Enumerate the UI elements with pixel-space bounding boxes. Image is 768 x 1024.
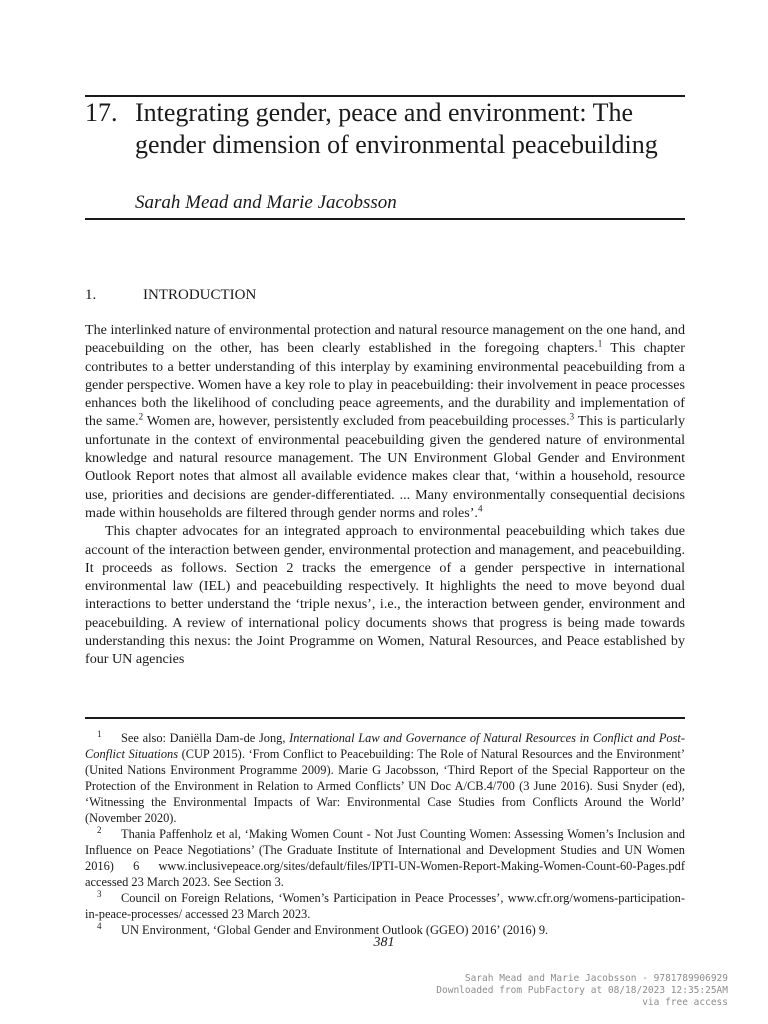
watermark-line-1: Sarah Mead and Marie Jacobsson - 9781789906929 (464, 973, 728, 984)
footnote: 1 See also: Daniëlla Dam-de Jong, International Law and Governance of Natural Resources in Conflict and Post-Conflict Situations (CUP 2015). ‘From Conflict to Peacebuilding: The Role of Natural Resources and the Environment’ (United Nations Environment Programme 2009). Marie G Jacobsson, ‘Third Report of the Special Rapporteur on the Protection of the Environment in Relation to Armed Conflicts’ UN Doc A/CB.4/700 (3 June 2016). Susi Snyder (ed), ‘Witnessing the Environmental Impacts of War: Environmental Case Studies from Conflicts Around the World’ (November 2020). (85, 728, 685, 825)
paragraph-1 (85, 321, 685, 522)
section-title: INTRODUCTION (143, 287, 257, 303)
watermark-line-3: via free access (642, 997, 728, 1008)
body-text-run: This chapter contributes to a better understanding of this interplay by examining environmental peacebuilding from a gender perspective. Women have a key role to play in peacebuilding: their involvement in peace processes enhances both the likelihood of concluding peace agreements, and the durability and implementation of the same. (85, 340, 685, 430)
chapter-bottom-rule (85, 218, 685, 220)
footnote-text: Council on Foreign Relations, ‘Women’s Participation in Peace Processes’, www.cfr.org/womens-participation-in-peace-processes/ accessed 23 March 2023. (85, 891, 685, 921)
paragraph-2: This chapter advocates for an integrated approach to environmental peacebuilding which takes due account of the interaction between gender, environmental protection and management, and peacebuilding. It proceeds as follows. Section 2 tracks the emergence of a gender perspective in international environmental law (IEL) and peacebuilding respectively. It highlights the need to move beyond dual interactions to better understand the ‘triple nexus’, i.e., the interaction between gender, environment and peacebuilding. A review of international policy documents shows that progress is being made towards understanding this nexus: the Joint Programme on Women, Natural Resources, and Peace established by four UN agencies (85, 523, 685, 668)
footnote: 3 Council on Foreign Relations, ‘Women’s Participation in Peace Processes’, www.cfr.org/womens-participation-in-peace-processes/ accessed 23 March 2023. (85, 888, 685, 921)
footnote-reference: 2 (138, 411, 144, 422)
chapter-number: 17. (85, 98, 118, 127)
footnote-reference: 3 (569, 411, 575, 422)
footnote-text: See also: Daniëlla Dam-de Jong, (121, 731, 290, 745)
footnote-italic-title: International Law and Governance of Natural Resources in Conflict and Post-Conflict Situations (85, 731, 685, 761)
footnote-text: (CUP 2015). ‘From Conflict to Peacebuilding: The Role of Natural Resources and the Environment’ (United Nations Environment Programme 2009). Marie G Jacobsson, ‘Third Report of the Special Rapporteur on the Protection of the Environment in Relation to Armed Conflicts’ UN Doc A/CB.4/700 (3 June 2016). Susi Snyder (ed), ‘Witnessing the Environmental Impacts of War: Environmental Case Studies from Conflicts Around the World’ (November 2020). (85, 747, 685, 825)
body-text-run: Women are, however, persistently excluded from peacebuilding processes. (143, 413, 570, 430)
body-text-run: The interlinked nature of environmental protection and natural resource management on the one hand, and peacebuilding on the other, has been clearly established in the foregoing chapters. (85, 322, 685, 357)
footnote: 4 UN Environment, ‘Global Gender and Environment Outlook (GGEO) 2016’ (2016) 9. (97, 920, 549, 937)
footnote-separator (85, 717, 685, 719)
body-text-run: This is particularly unfortunate in the context of environmental peacebuilding given the gendered nature of environmental knowledge and natural resource management. The UN Environment Global Gender and Environment Outlook Report notes that almost all available evidence makes clear that, ‘within a household, resource use, priorities and decisions are gender-differentiated. ... Many environmentally consequential decisions made within households are filtered through gender norms and roles’. (85, 413, 685, 521)
footnote: 2 Thania Paffenholz et al, ‘Making Women Count - Not Just Counting Women: Assessing Women’s Inclusion and Influence on Peace Negotiations’ (The Graduate Institute of International and Development Studies and UN Women 2016) 6 www.inclusivepeace.org/sites/default/files/IPTI-UN-Women-Report-Making-Women-Count-60-Pages.pdf accessed 23 March 2023. See Section 3. (85, 824, 685, 889)
download-watermark (436, 973, 728, 1009)
footnote-text: Thania Paffenholz et al, ‘Making Women Count - Not Just Counting Women: Assessing Women’s Inclusion and Influence on Peace Negotiations’ (The Graduate Institute of International and Development Studies and UN Women 2016) 6 www.inclusivepeace.org/sites/default/files/IPTI-UN-Women-Report-Making-Women-Count-60-Pages.pdf accessed 23 March 2023. See Section 3. (85, 827, 685, 889)
watermark-line-2: Downloaded from PubFactory at 08/18/2023 12:35:25AM (436, 985, 728, 996)
chapter-title: Integrating gender, peace and environment: The gender dimension of environmental peacebuilding (135, 98, 658, 159)
footnote-text: UN Environment, ‘Global Gender and Environment Outlook (GGEO) 2016’ (2016) 9. (121, 923, 549, 937)
footnote-reference: 4 (477, 503, 483, 514)
page-number: 381 (373, 935, 395, 950)
body-text (85, 321, 685, 669)
section-heading (85, 285, 256, 305)
footnotes (85, 730, 685, 938)
chapter-authors: Sarah Mead and Marie Jacobsson (135, 192, 397, 213)
section-number: 1. (85, 287, 97, 303)
footnote-reference: 1 (597, 338, 603, 349)
